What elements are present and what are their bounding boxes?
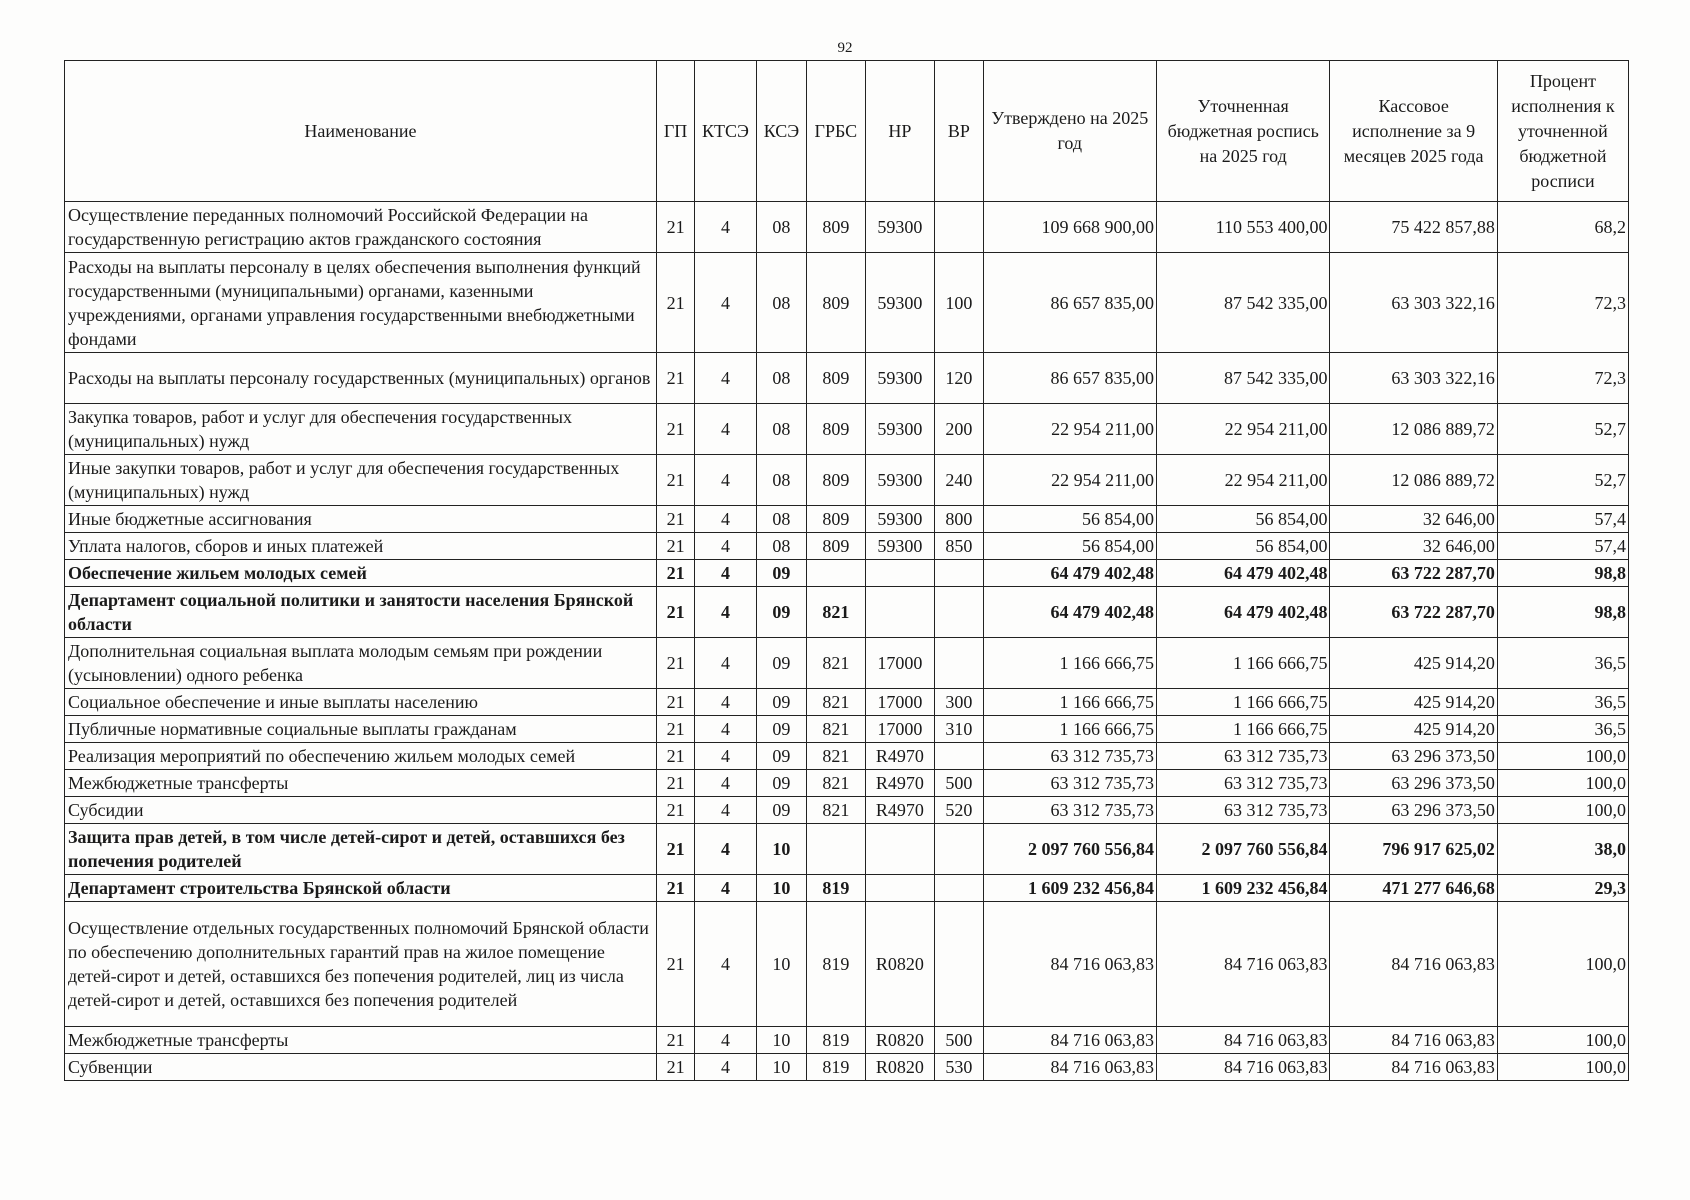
cell-gp: 21 <box>656 404 694 455</box>
cell-name: Межбюджетные трансферты <box>65 1027 657 1054</box>
cell-refined: 110 553 400,00 <box>1157 202 1330 253</box>
cell-refined: 84 716 063,83 <box>1157 1054 1330 1081</box>
cell-kse: 09 <box>756 638 806 689</box>
cell-cash: 63 722 287,70 <box>1330 587 1497 638</box>
cell-name: Расходы на выплаты персоналу государственных (муниципальных) органов <box>65 353 657 404</box>
cell-nr: 59300 <box>865 353 935 404</box>
cell-approved: 64 479 402,48 <box>983 587 1156 638</box>
cell-approved: 63 312 735,73 <box>983 743 1156 770</box>
cell-refined: 1 166 666,75 <box>1157 689 1330 716</box>
cell-name: Департамент строительства Брянской области <box>65 875 657 902</box>
cell-ktse: 4 <box>695 1054 757 1081</box>
cell-ktse: 4 <box>695 506 757 533</box>
cell-refined: 87 542 335,00 <box>1157 253 1330 353</box>
cell-percent: 57,4 <box>1497 533 1628 560</box>
cell-kse: 09 <box>756 587 806 638</box>
cell-kse: 09 <box>756 689 806 716</box>
cell-gp: 21 <box>656 770 694 797</box>
cell-ktse: 4 <box>695 638 757 689</box>
cell-gp: 21 <box>656 1054 694 1081</box>
cell-percent: 36,5 <box>1497 638 1628 689</box>
cell-ktse: 4 <box>695 455 757 506</box>
cell-grbs: 819 <box>807 1054 865 1081</box>
cell-kse: 10 <box>756 1054 806 1081</box>
cell-ktse: 4 <box>695 587 757 638</box>
cell-vr: 200 <box>935 404 983 455</box>
cell-ktse: 4 <box>695 743 757 770</box>
cell-approved: 56 854,00 <box>983 506 1156 533</box>
table-row <box>65 875 1629 902</box>
cell-name: Дополнительная социальная выплата молодым семьям при рождении (усыновлении) одного ребенка <box>65 638 657 689</box>
cell-ktse: 4 <box>695 716 757 743</box>
cell-nr <box>865 560 935 587</box>
cell-gp: 21 <box>656 797 694 824</box>
cell-vr <box>935 638 983 689</box>
cell-ktse: 4 <box>695 533 757 560</box>
cell-ktse: 4 <box>695 824 757 875</box>
cell-vr <box>935 587 983 638</box>
cell-grbs: 819 <box>807 875 865 902</box>
cell-vr: 310 <box>935 716 983 743</box>
cell-name: Публичные нормативные социальные выплаты гражданам <box>65 716 657 743</box>
cell-cash: 75 422 857,88 <box>1330 202 1497 253</box>
cell-grbs: 809 <box>807 404 865 455</box>
cell-percent: 72,3 <box>1497 353 1628 404</box>
cell-nr: 59300 <box>865 202 935 253</box>
cell-refined: 64 479 402,48 <box>1157 587 1330 638</box>
cell-name: Субсидии <box>65 797 657 824</box>
cell-gp: 21 <box>656 716 694 743</box>
cell-ktse: 4 <box>695 353 757 404</box>
table-row <box>65 638 1629 689</box>
cell-percent: 100,0 <box>1497 797 1628 824</box>
table-row <box>65 689 1629 716</box>
cell-kse: 09 <box>756 560 806 587</box>
cell-nr: 17000 <box>865 716 935 743</box>
header-kse: КСЭ <box>756 61 806 202</box>
cell-gp: 21 <box>656 253 694 353</box>
cell-percent: 36,5 <box>1497 689 1628 716</box>
cell-vr <box>935 902 983 1027</box>
cell-kse: 09 <box>756 797 806 824</box>
cell-approved: 84 716 063,83 <box>983 1027 1156 1054</box>
cell-kse: 10 <box>756 824 806 875</box>
cell-nr: 59300 <box>865 455 935 506</box>
cell-approved: 1 166 666,75 <box>983 638 1156 689</box>
cell-name: Межбюджетные трансферты <box>65 770 657 797</box>
cell-approved: 1 166 666,75 <box>983 689 1156 716</box>
cell-nr: R0820 <box>865 902 935 1027</box>
cell-cash: 63 296 373,50 <box>1330 770 1497 797</box>
cell-grbs: 809 <box>807 253 865 353</box>
cell-grbs: 821 <box>807 743 865 770</box>
cell-grbs: 821 <box>807 638 865 689</box>
cell-grbs: 809 <box>807 533 865 560</box>
table-row <box>65 824 1629 875</box>
cell-approved: 109 668 900,00 <box>983 202 1156 253</box>
cell-vr: 530 <box>935 1054 983 1081</box>
cell-approved: 1 609 232 456,84 <box>983 875 1156 902</box>
cell-kse: 08 <box>756 533 806 560</box>
cell-grbs: 821 <box>807 797 865 824</box>
cell-vr: 500 <box>935 770 983 797</box>
cell-cash: 32 646,00 <box>1330 506 1497 533</box>
cell-gp: 21 <box>656 353 694 404</box>
cell-grbs: 821 <box>807 770 865 797</box>
header-percent: Процент исполнения к уточненной бюджетной росписи <box>1497 61 1628 202</box>
table-row <box>65 455 1629 506</box>
cell-approved: 2 097 760 556,84 <box>983 824 1156 875</box>
table-row <box>65 797 1629 824</box>
cell-approved: 64 479 402,48 <box>983 560 1156 587</box>
cell-approved: 22 954 211,00 <box>983 455 1156 506</box>
cell-name: Защита прав детей, в том числе детей-сирот и детей, оставшихся без попечения родителей <box>65 824 657 875</box>
cell-kse: 08 <box>756 253 806 353</box>
cell-refined: 2 097 760 556,84 <box>1157 824 1330 875</box>
budget-table <box>64 60 1629 1081</box>
cell-nr: 59300 <box>865 533 935 560</box>
table-row <box>65 1054 1629 1081</box>
cell-grbs: 809 <box>807 202 865 253</box>
cell-cash: 32 646,00 <box>1330 533 1497 560</box>
cell-ktse: 4 <box>695 253 757 353</box>
header-vr: ВР <box>935 61 983 202</box>
table-row <box>65 1027 1629 1054</box>
cell-kse: 09 <box>756 716 806 743</box>
cell-nr: R4970 <box>865 770 935 797</box>
cell-vr: 240 <box>935 455 983 506</box>
cell-cash: 84 716 063,83 <box>1330 1027 1497 1054</box>
cell-vr <box>935 743 983 770</box>
cell-approved: 1 166 666,75 <box>983 716 1156 743</box>
cell-percent: 38,0 <box>1497 824 1628 875</box>
cell-gp: 21 <box>656 743 694 770</box>
cell-percent: 29,3 <box>1497 875 1628 902</box>
cell-vr: 800 <box>935 506 983 533</box>
cell-name: Обеспечение жильем молодых семей <box>65 560 657 587</box>
cell-percent: 52,7 <box>1497 455 1628 506</box>
table-row <box>65 533 1629 560</box>
cell-refined: 63 312 735,73 <box>1157 797 1330 824</box>
cell-ktse: 4 <box>695 902 757 1027</box>
cell-percent: 100,0 <box>1497 902 1628 1027</box>
cell-refined: 63 312 735,73 <box>1157 743 1330 770</box>
cell-refined: 87 542 335,00 <box>1157 353 1330 404</box>
cell-grbs: 819 <box>807 902 865 1027</box>
cell-nr: 17000 <box>865 638 935 689</box>
cell-refined: 84 716 063,83 <box>1157 1027 1330 1054</box>
cell-kse: 08 <box>756 506 806 533</box>
cell-gp: 21 <box>656 202 694 253</box>
table-row <box>65 770 1629 797</box>
cell-kse: 09 <box>756 743 806 770</box>
cell-ktse: 4 <box>695 689 757 716</box>
cell-approved: 84 716 063,83 <box>983 1054 1156 1081</box>
cell-nr: R4970 <box>865 797 935 824</box>
cell-approved: 63 312 735,73 <box>983 797 1156 824</box>
cell-nr <box>865 875 935 902</box>
cell-ktse: 4 <box>695 1027 757 1054</box>
cell-kse: 08 <box>756 353 806 404</box>
header-name: Наименование <box>65 61 657 202</box>
table-row <box>65 560 1629 587</box>
cell-gp: 21 <box>656 560 694 587</box>
cell-nr: R0820 <box>865 1027 935 1054</box>
table-row <box>65 587 1629 638</box>
cell-percent: 100,0 <box>1497 1054 1628 1081</box>
cell-approved: 63 312 735,73 <box>983 770 1156 797</box>
cell-approved: 84 716 063,83 <box>983 902 1156 1027</box>
header-gp: ГП <box>656 61 694 202</box>
page-number: 92 <box>837 40 853 56</box>
table-row <box>65 902 1629 1027</box>
cell-gp: 21 <box>656 1027 694 1054</box>
cell-percent: 36,5 <box>1497 716 1628 743</box>
table-header-row <box>65 61 1629 202</box>
cell-nr <box>865 587 935 638</box>
cell-cash: 471 277 646,68 <box>1330 875 1497 902</box>
cell-name: Осуществление отдельных государственных полномочий Брянской области по обеспечению дополнительных гарантий прав на жилое помещение детей-сирот и детей, оставшихся без попечения родителей, лиц из числа детей-сирот и детей, оставшихся без попечения родителей <box>65 902 657 1027</box>
cell-cash: 63 303 322,16 <box>1330 353 1497 404</box>
cell-approved: 86 657 835,00 <box>983 353 1156 404</box>
cell-percent: 100,0 <box>1497 1027 1628 1054</box>
cell-nr <box>865 824 935 875</box>
cell-cash: 84 716 063,83 <box>1330 902 1497 1027</box>
cell-approved: 86 657 835,00 <box>983 253 1156 353</box>
cell-vr: 120 <box>935 353 983 404</box>
table-row <box>65 404 1629 455</box>
cell-nr: 59300 <box>865 506 935 533</box>
cell-grbs: 819 <box>807 1027 865 1054</box>
cell-kse: 08 <box>756 202 806 253</box>
cell-name: Реализация мероприятий по обеспечению жильем молодых семей <box>65 743 657 770</box>
cell-ktse: 4 <box>695 797 757 824</box>
cell-vr <box>935 560 983 587</box>
cell-cash: 425 914,20 <box>1330 638 1497 689</box>
cell-name: Иные закупки товаров, работ и услуг для обеспечения государственных (муниципальных) нужд <box>65 455 657 506</box>
table-row <box>65 353 1629 404</box>
cell-gp: 21 <box>656 533 694 560</box>
cell-nr: R4970 <box>865 743 935 770</box>
cell-ktse: 4 <box>695 202 757 253</box>
cell-kse: 08 <box>756 404 806 455</box>
cell-name: Иные бюджетные ассигнования <box>65 506 657 533</box>
cell-refined: 56 854,00 <box>1157 506 1330 533</box>
cell-percent: 100,0 <box>1497 770 1628 797</box>
cell-vr: 520 <box>935 797 983 824</box>
table-row <box>65 716 1629 743</box>
cell-gp: 21 <box>656 824 694 875</box>
cell-kse: 10 <box>756 902 806 1027</box>
cell-name: Уплата налогов, сборов и иных платежей <box>65 533 657 560</box>
cell-cash: 84 716 063,83 <box>1330 1054 1497 1081</box>
table-row <box>65 743 1629 770</box>
cell-percent: 57,4 <box>1497 506 1628 533</box>
cell-vr <box>935 202 983 253</box>
header-grbs: ГРБС <box>807 61 865 202</box>
cell-grbs: 809 <box>807 353 865 404</box>
table-row <box>65 202 1629 253</box>
cell-name: Социальное обеспечение и иные выплаты населению <box>65 689 657 716</box>
cell-percent: 52,7 <box>1497 404 1628 455</box>
cell-refined: 1 609 232 456,84 <box>1157 875 1330 902</box>
cell-gp: 21 <box>656 689 694 716</box>
cell-name: Департамент социальной политики и занятости населения Брянской области <box>65 587 657 638</box>
cell-refined: 1 166 666,75 <box>1157 638 1330 689</box>
cell-gp: 21 <box>656 902 694 1027</box>
cell-name: Субвенции <box>65 1054 657 1081</box>
cell-kse: 09 <box>756 770 806 797</box>
header-approved: Утверждено на 2025 год <box>983 61 1156 202</box>
cell-nr: 59300 <box>865 253 935 353</box>
header-ktse: КТСЭ <box>695 61 757 202</box>
cell-percent: 100,0 <box>1497 743 1628 770</box>
cell-percent: 68,2 <box>1497 202 1628 253</box>
cell-refined: 63 312 735,73 <box>1157 770 1330 797</box>
header-nr: НР <box>865 61 935 202</box>
cell-name: Закупка товаров, работ и услуг для обеспечения государственных (муниципальных) нужд <box>65 404 657 455</box>
cell-cash: 63 296 373,50 <box>1330 797 1497 824</box>
cell-grbs: 809 <box>807 455 865 506</box>
cell-cash: 63 296 373,50 <box>1330 743 1497 770</box>
cell-refined: 1 166 666,75 <box>1157 716 1330 743</box>
cell-name: Осуществление переданных полномочий Российской Федерации на государственную регистрацию актов гражданского состояния <box>65 202 657 253</box>
cell-gp: 21 <box>656 506 694 533</box>
cell-gp: 21 <box>656 587 694 638</box>
cell-nr: R0820 <box>865 1054 935 1081</box>
cell-refined: 84 716 063,83 <box>1157 902 1330 1027</box>
cell-gp: 21 <box>656 455 694 506</box>
cell-ktse: 4 <box>695 404 757 455</box>
cell-grbs: 821 <box>807 587 865 638</box>
cell-vr: 300 <box>935 689 983 716</box>
cell-percent: 98,8 <box>1497 560 1628 587</box>
cell-refined: 22 954 211,00 <box>1157 404 1330 455</box>
cell-cash: 425 914,20 <box>1330 689 1497 716</box>
cell-grbs <box>807 560 865 587</box>
cell-nr: 17000 <box>865 689 935 716</box>
cell-cash: 12 086 889,72 <box>1330 455 1497 506</box>
cell-kse: 10 <box>756 1027 806 1054</box>
cell-cash: 63 722 287,70 <box>1330 560 1497 587</box>
cell-gp: 21 <box>656 638 694 689</box>
cell-cash: 63 303 322,16 <box>1330 253 1497 353</box>
cell-kse: 10 <box>756 875 806 902</box>
cell-grbs: 821 <box>807 716 865 743</box>
cell-approved: 22 954 211,00 <box>983 404 1156 455</box>
cell-refined: 64 479 402,48 <box>1157 560 1330 587</box>
cell-percent: 72,3 <box>1497 253 1628 353</box>
cell-nr: 59300 <box>865 404 935 455</box>
table-row <box>65 506 1629 533</box>
cell-ktse: 4 <box>695 875 757 902</box>
cell-vr: 100 <box>935 253 983 353</box>
cell-vr <box>935 875 983 902</box>
cell-vr <box>935 824 983 875</box>
cell-grbs: 821 <box>807 689 865 716</box>
cell-refined: 56 854,00 <box>1157 533 1330 560</box>
table-row <box>65 253 1629 353</box>
cell-grbs: 809 <box>807 506 865 533</box>
cell-cash: 425 914,20 <box>1330 716 1497 743</box>
cell-vr: 850 <box>935 533 983 560</box>
table-body <box>65 202 1629 1081</box>
cell-name: Расходы на выплаты персоналу в целях обеспечения выполнения функций государственными (муниципальными) органами, казенными учреждениями, органами управления государственными внебюджетными фондами <box>65 253 657 353</box>
header-refined: Уточненная бюджетная роспись на 2025 год <box>1157 61 1330 202</box>
cell-cash: 796 917 625,02 <box>1330 824 1497 875</box>
cell-ktse: 4 <box>695 560 757 587</box>
cell-percent: 98,8 <box>1497 587 1628 638</box>
cell-kse: 08 <box>756 455 806 506</box>
cell-approved: 56 854,00 <box>983 533 1156 560</box>
cell-grbs <box>807 824 865 875</box>
cell-gp: 21 <box>656 875 694 902</box>
cell-ktse: 4 <box>695 770 757 797</box>
cell-vr: 500 <box>935 1027 983 1054</box>
cell-cash: 12 086 889,72 <box>1330 404 1497 455</box>
header-cash: Кассовое исполнение за 9 месяцев 2025 года <box>1330 61 1497 202</box>
cell-refined: 22 954 211,00 <box>1157 455 1330 506</box>
